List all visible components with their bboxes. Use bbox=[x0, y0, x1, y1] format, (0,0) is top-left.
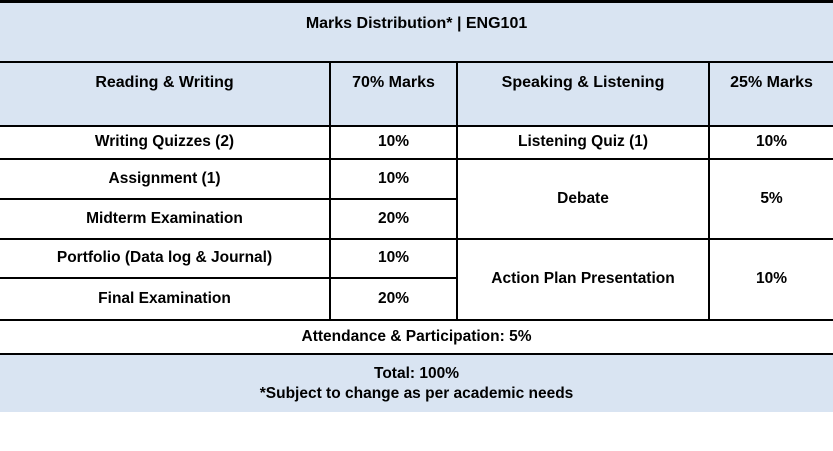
table-title: Marks Distribution* | ENG101 bbox=[0, 2, 833, 62]
sl-label-debate: Debate bbox=[457, 159, 709, 239]
rw-label-midterm: Midterm Examination bbox=[0, 199, 330, 239]
header-speaking-listening: Speaking & Listening bbox=[457, 62, 709, 126]
header-reading-writing: Reading & Writing bbox=[0, 62, 330, 126]
table-row bbox=[0, 239, 833, 278]
rw-label-portfolio: Portfolio (Data log & Journal) bbox=[0, 239, 330, 278]
attendance-participation: Attendance & Participation: 5% bbox=[0, 320, 833, 354]
rw-marks-portfolio: 10% bbox=[330, 239, 457, 278]
rw-marks-midterm: 20% bbox=[330, 199, 457, 239]
sl-label-listening-quiz: Listening Quiz (1) bbox=[457, 126, 709, 159]
rw-marks-assignment: 10% bbox=[330, 159, 457, 199]
total-row bbox=[0, 354, 833, 412]
rw-marks-writing-quizzes: 10% bbox=[330, 126, 457, 159]
attendance-row bbox=[0, 320, 833, 354]
table-header-row bbox=[0, 62, 833, 126]
sl-marks-debate: 5% bbox=[709, 159, 833, 239]
table-title-row bbox=[0, 2, 833, 62]
table-row bbox=[0, 159, 833, 199]
sl-marks-action-plan: 10% bbox=[709, 239, 833, 320]
sl-label-action-plan: Action Plan Presentation bbox=[457, 239, 709, 320]
header-speaking-listening-marks: 25% Marks bbox=[709, 62, 833, 126]
sl-marks-listening-quiz: 10% bbox=[709, 126, 833, 159]
total-label: Total: 100% bbox=[374, 365, 460, 382]
total-cell bbox=[0, 354, 833, 412]
header-reading-writing-marks: 70% Marks bbox=[330, 62, 457, 126]
rw-label-final-exam: Final Examination bbox=[0, 278, 330, 320]
rw-marks-final-exam: 20% bbox=[330, 278, 457, 320]
rw-label-writing-quizzes: Writing Quizzes (2) bbox=[0, 126, 330, 159]
rw-label-assignment: Assignment (1) bbox=[0, 159, 330, 199]
table-row bbox=[0, 126, 833, 159]
footnote: *Subject to change as per academic needs bbox=[259, 385, 574, 402]
